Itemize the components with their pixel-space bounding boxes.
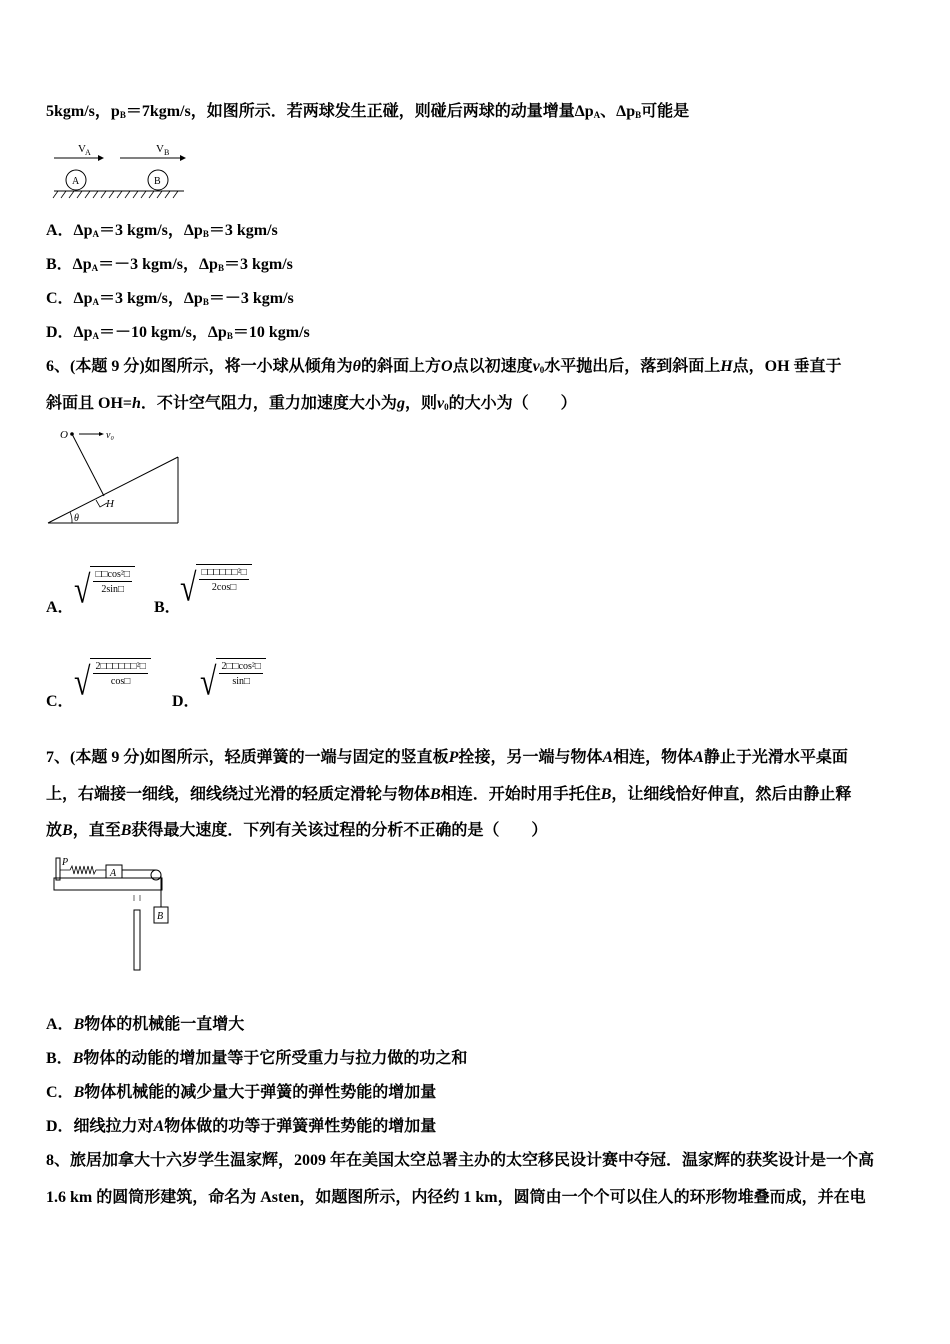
q5-option-a[interactable] xyxy=(46,221,278,244)
italic-symbol: h xyxy=(132,395,141,412)
q7-stem-line1 xyxy=(46,748,848,768)
q5-stem-tail xyxy=(46,102,689,125)
q5-collision-figure xyxy=(50,138,190,200)
denominator: sin□ xyxy=(232,676,251,687)
subscript: B xyxy=(635,110,642,120)
text-run: 6、(本题 9 分)如图所示，将一小球从倾角为 xyxy=(46,358,353,375)
subscript: B xyxy=(217,263,224,273)
italic-symbol: A xyxy=(602,749,614,766)
ball-a: A xyxy=(72,176,80,187)
numerator: 2□□□□□□²□ xyxy=(95,661,146,672)
ground-hatch xyxy=(149,191,154,198)
denominator: cos□ xyxy=(110,676,131,687)
italic-symbol: O xyxy=(441,358,453,375)
text-run: 8、旅居加拿大十六岁学生温家辉，2009 年在美国太空总署主办的太空移民设计赛中夺冠．温家辉的获奖设计是一个高 xyxy=(46,1152,875,1169)
q6-stem-line2 xyxy=(46,394,577,417)
q7-stem-line2 xyxy=(46,785,851,805)
v0-label: v₀ xyxy=(106,430,114,441)
theta-label: θ xyxy=(74,513,79,524)
text-run: C．Δp xyxy=(46,290,93,307)
italic-symbol: P xyxy=(448,749,459,766)
text-run: 拴接，另一端与物体 xyxy=(458,749,603,766)
italic-symbol: B xyxy=(600,786,612,803)
text-run: 、Δp xyxy=(600,103,636,120)
q8-stem-line2 xyxy=(46,1188,866,1208)
block-a-label: A xyxy=(110,868,117,879)
text-run: ＝－10 kgm/s，Δp xyxy=(99,324,227,341)
ground-hatch xyxy=(85,191,90,198)
ground-hatch xyxy=(77,191,82,198)
italic-symbol: A xyxy=(693,749,704,766)
italic-symbol: B xyxy=(73,1084,85,1101)
option-label: C． xyxy=(46,693,74,710)
ground-hatch xyxy=(133,191,138,198)
text-run: A．Δp xyxy=(46,222,93,239)
text-run: 斜面且 OH= xyxy=(46,395,133,412)
text-run: ，让细线恰好伸直，然后由静止释 xyxy=(611,786,852,803)
text-run: 物体做的功等于弹簧弹性势能的增加量 xyxy=(164,1118,437,1135)
va-label: V xyxy=(78,143,86,155)
subscript: B xyxy=(202,297,209,307)
subscript: A xyxy=(92,331,99,341)
text-run: ＝3 kgm/s，Δp xyxy=(99,222,203,239)
block-b-label: B xyxy=(157,911,164,922)
text-run: ，直至 xyxy=(72,822,121,839)
subscript: A xyxy=(92,229,99,239)
text-run: 相连，物体 xyxy=(613,749,694,766)
text-run: ＝3 kgm/s xyxy=(223,256,293,273)
text-run: ＝7kgm/s，如图所示．若两球发生正碰，则碰后两球的动量增量Δp xyxy=(125,103,594,120)
text-run: 相连．开始时用手托住 xyxy=(440,786,601,803)
ground-hatch xyxy=(53,191,58,198)
q7-option-a[interactable] xyxy=(46,1015,244,1035)
text-run: ．不计空气阻力，重力加速度大小为 xyxy=(140,395,397,412)
text-run: 静止于光滑水平桌面 xyxy=(703,749,848,766)
ground-hatch xyxy=(125,191,130,198)
text-run: 物体的动能的增加量等于它所受重力与拉力做的功之和 xyxy=(83,1050,468,1067)
q7-option-c[interactable] xyxy=(46,1083,436,1103)
ground-hatch xyxy=(117,191,122,198)
ball-b: B xyxy=(154,176,161,187)
ground-hatch xyxy=(61,191,66,198)
italic-symbol: v xyxy=(436,395,445,412)
text-run: 水平抛出后，落到斜面上 xyxy=(544,358,721,375)
text-run: 物体的机械能一直增大 xyxy=(84,1016,245,1033)
ground-hatch xyxy=(101,191,106,198)
board-p-label: P xyxy=(62,857,69,868)
text-run: 5kgm/s，p xyxy=(46,103,120,120)
q7-stem-line3 xyxy=(46,821,547,841)
point-h-label: H xyxy=(106,498,114,510)
italic-symbol: B xyxy=(62,822,73,839)
subscript: B xyxy=(202,229,209,239)
italic-symbol: A xyxy=(153,1118,165,1135)
ground-hatch xyxy=(109,191,114,198)
q7-spring-pulley-figure xyxy=(50,855,180,975)
subscript: A xyxy=(92,297,99,307)
ground-hatch xyxy=(93,191,98,198)
text-run: 获得最大速度．下列有关该过程的分析不正确的是（ ） xyxy=(131,822,548,839)
ground-hatch xyxy=(173,191,178,198)
sqrt-formula: √ $\frac{\text{□□cos²□}}{2\sin□}$ xyxy=(74,566,135,606)
svg-text:A: A xyxy=(85,148,91,157)
denominator: 2cos□ xyxy=(211,582,237,593)
q8-stem-line1 xyxy=(46,1151,874,1171)
italic-symbol: g xyxy=(396,395,405,412)
q7-option-b[interactable] xyxy=(46,1049,467,1069)
text-run: B．Δp xyxy=(46,256,92,273)
text-run: 上，右端接一细线，细线绕过光滑的轻质定滑轮与物体 xyxy=(46,786,431,803)
text-run: 的斜面上方 xyxy=(360,358,441,375)
option-label: B． xyxy=(154,599,181,616)
subscript: B xyxy=(226,331,233,341)
text-run: 1.6 km 的圆筒形建筑，命名为 Asten，如题图所示，内径约 1 km，圆筒由一个个可以住人的环形物堆叠而成，并在电 xyxy=(46,1189,866,1206)
numerator: □□cos²□ xyxy=(95,569,130,580)
sqrt-formula: √ $\frac{\text{□□□□□□²□}}{2\cos□}$ xyxy=(180,564,252,604)
text-run: 可能是 xyxy=(641,103,690,120)
text-run: ＝－3 kgm/s，Δp xyxy=(98,256,218,273)
option-label: D． xyxy=(172,693,200,710)
text-run: ＝－3 kgm/s xyxy=(208,290,294,307)
text-run: 物体机械能的减少量大于弹簧的弹性势能的增加量 xyxy=(84,1084,437,1101)
q6-stem-line1 xyxy=(46,357,842,380)
text-run: ＝3 kgm/s，Δp xyxy=(99,290,203,307)
q6-incline-figure xyxy=(44,424,184,528)
q7-option-d[interactable] xyxy=(46,1117,436,1137)
ground-hatch xyxy=(165,191,170,198)
text-run: 点以初速度 xyxy=(452,358,533,375)
denominator: 2sin□ xyxy=(101,584,125,595)
text-run: 放 xyxy=(46,822,63,839)
italic-symbol: B xyxy=(120,822,132,839)
ground-hatch xyxy=(69,191,74,198)
numerator: 2□□cos²□ xyxy=(221,661,261,672)
italic-symbol: B xyxy=(73,1016,85,1033)
italic-symbol: θ xyxy=(352,358,361,375)
text-run: A． xyxy=(46,1016,74,1033)
subscript: A xyxy=(91,263,99,273)
text-run: ，则 xyxy=(404,395,437,412)
vb-label: V xyxy=(156,143,164,155)
text-run: 点，OH 垂直于 xyxy=(732,358,842,375)
subscript: 0 xyxy=(444,402,449,412)
text-run: D．细线拉力对 xyxy=(46,1118,154,1135)
numerator: □□□□□□²□ xyxy=(201,567,247,578)
subscript: B xyxy=(119,110,126,120)
italic-symbol: B xyxy=(72,1050,84,1067)
q5-option-b[interactable] xyxy=(46,255,293,278)
option-label: A． xyxy=(46,599,74,616)
q5-option-c[interactable] xyxy=(46,289,294,312)
q5-option-d[interactable] xyxy=(46,323,310,346)
subscript: A xyxy=(593,110,601,120)
text-run: 7、(本题 9 分)如图所示，轻质弹簧的一端与固定的竖直板 xyxy=(46,749,449,766)
text-run: ＝3 kgm/s xyxy=(208,222,278,239)
italic-symbol: v xyxy=(532,358,540,375)
ground-hatch xyxy=(141,191,146,198)
text-run: ＝10 kgm/s xyxy=(232,324,310,341)
svg-text:B: B xyxy=(164,148,170,157)
italic-symbol: H xyxy=(720,358,733,375)
ground-hatch xyxy=(157,191,162,198)
point-o-label: O xyxy=(60,429,68,441)
text-run: C． xyxy=(46,1084,74,1101)
sqrt-formula: √ $\frac{\text{2□□cos²□}}{\sin□}$ xyxy=(200,658,266,698)
text-run: B． xyxy=(46,1050,73,1067)
italic-symbol: B xyxy=(430,786,441,803)
text-run: 的大小为（ ） xyxy=(448,395,577,412)
text-run: D．Δp xyxy=(46,324,93,341)
sqrt-formula: √ $\frac{\text{2□□□□□□²□}}{\cos□}$ xyxy=(74,658,151,698)
subscript: 0 xyxy=(539,365,545,375)
